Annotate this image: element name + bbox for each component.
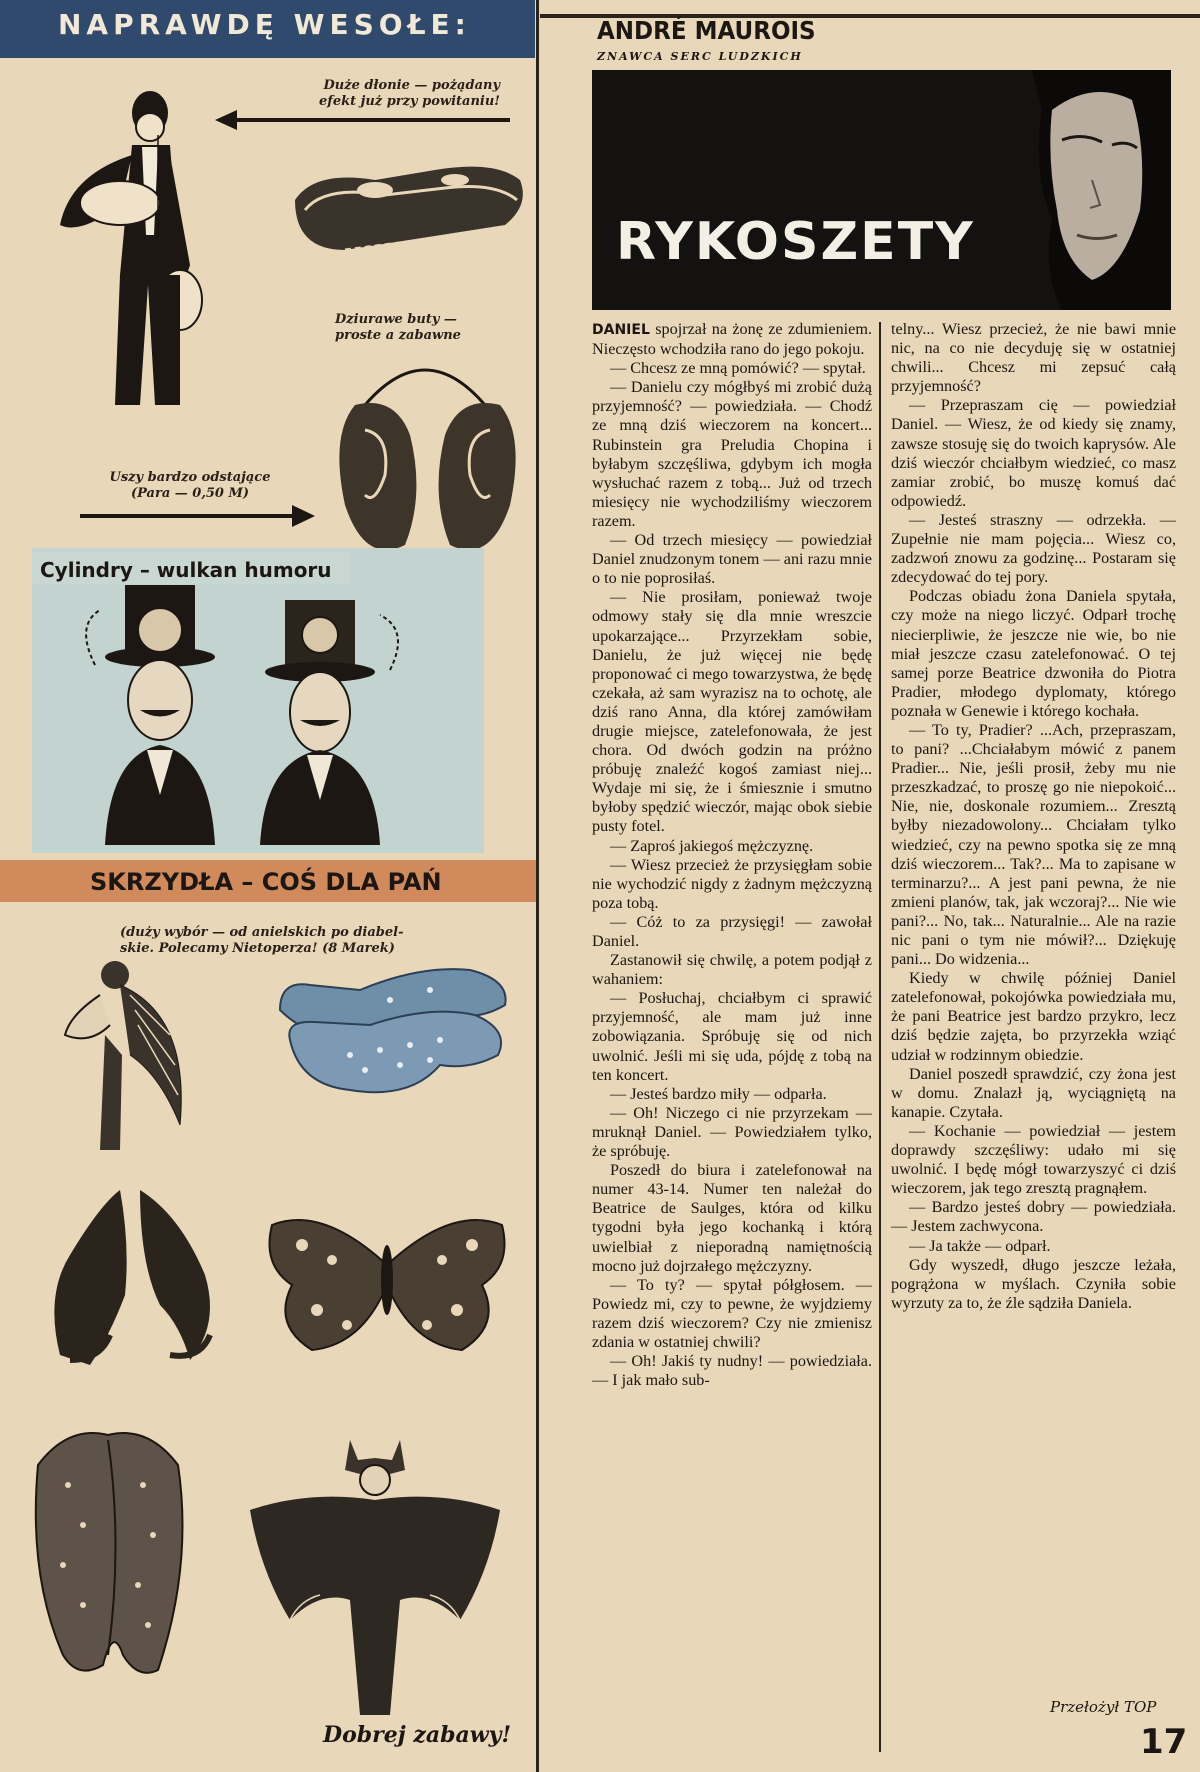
article-paragraph: — Posłuchaj, chciałbym ci sprawić przyjemność, ale mam już inne zobowiązania. Spróbuję się od nich uwolnić. Jeśli mi się uda, pójdę z tobą na ten koncert. bbox=[592, 989, 872, 1084]
article-paragraph: — Przepraszam cię — powiedział Daniel. — Wiesz, że od kiedy się znamy, zawsze stosuję się do twoich kaprysów. Ale dziś wieczór chciałbym wiedzieć, co masz zamiar zrobić, bo muszę komuś dać odpowiedź. bbox=[891, 396, 1176, 510]
star-cape-wings-illustration bbox=[28, 1425, 193, 1680]
wings-caption-line2: skie. Polecamy Nietoperza! (8 Marek) bbox=[120, 941, 395, 956]
arrow-right-icon bbox=[80, 505, 315, 527]
article-paragraph: Kiedy w chwilę później Daniel zatelefonował, pokojówka powiedziała mu, że pani Beatrice jest bardzo przykro, lecz dziś będzie zajęta, bo przyrzekła wziąć udział w rodzinnym obiedzie. bbox=[891, 969, 1176, 1064]
angel-wings-illustration bbox=[60, 955, 190, 1155]
ears-caption-line2: (Para — 0,50 M) bbox=[130, 486, 250, 501]
column-divider bbox=[536, 0, 539, 1772]
author-subtitle: ZNAWCA SERC LUDZKICH bbox=[597, 50, 803, 63]
author-name: ANDRÉ MAUROIS bbox=[597, 16, 816, 45]
article-opening-paragraph bbox=[592, 320, 872, 359]
article-paragraph: — To ty? — spytał półgłosem. — Powiedz mi, czy to pewne, że wyjdziemy razem dziś wieczorem? Czy nie zmienisz zdania w ostatniej chwili? bbox=[592, 1275, 872, 1351]
article-paragraph: — Kochanie — powiedział — jestem doprawdy szczęśliwy: udało mi się uwolnić. I będę mógł towarzyszyć ci dziś wieczorem, jak tego zresztą pragnąłem. bbox=[891, 1121, 1176, 1198]
article-paragraph: Poszedł do biura i zatelefonował na numer 43-14. Numer ten należał do Beatrice de Saulges, która od kilku tygodni była jego kochanką i którą uwielbiał z nieporadną namiętnością mocno już dojrzałego mężczyzny. bbox=[592, 1161, 872, 1275]
article-paragraph: telny... Wiesz przecież, że nie bawi mnie nic, na co nie decyduję się w ostatniej chwili... Chcesz mi zepsuć całą przyjemność? bbox=[891, 320, 1176, 396]
article-paragraph: Zastanowił się chwilę, a potem podjął z wahaniem: bbox=[592, 951, 872, 989]
article-paragraph: — Jesteś straszny — odrzekła. — Zupełnie nie mam pojęcia... Wiesz co, zadzwoń znowu za godzinę... Postaram się zdecydować do tej pory. bbox=[891, 510, 1176, 587]
article-paragraph: Gdy wyszedł, długo jeszcze leżała, pogrążona w myślach. Czyniła sobie wyrzuty za to, że źle sądziła Daniela. bbox=[891, 1255, 1176, 1312]
article-title: RYKOSZETY bbox=[616, 212, 975, 272]
lead-word: DANIEL bbox=[592, 322, 650, 338]
butterfly-wings-illustration bbox=[262, 1205, 512, 1355]
wings-caption-line1: (duży wybór — od anielskich po diabel- bbox=[120, 925, 404, 940]
top-hat-man-1-illustration bbox=[85, 585, 235, 845]
top-hat-man-2-illustration bbox=[240, 600, 400, 845]
article-paragraph: — Ja także — odparł. bbox=[909, 1236, 1051, 1255]
article-paragraph: — Od trzech miesięcy — powiedział Daniel znudzonym tonem — ani razu mnie o to nie poprosiłaś. bbox=[592, 531, 872, 588]
left-feature bbox=[0, 0, 535, 1772]
article-paragraph: — Zaproś jakiegoś mężczyznę. bbox=[610, 836, 814, 855]
article-paragraph: — Oh! Niczego ci nie przyrzekam — mruknął Daniel. — Powiedziałem tylko, że spróbuję. bbox=[592, 1103, 872, 1161]
arrow-left-icon bbox=[215, 110, 515, 130]
ears-caption-line1: Uszy bardzo odstające bbox=[109, 470, 271, 485]
article-paragraph: — Bardzo jesteś dobry — powiedziała. — Jestem zachwycona. bbox=[891, 1198, 1176, 1236]
article-column-1 bbox=[592, 320, 872, 1390]
title-banner bbox=[592, 70, 1171, 310]
sign-off: Dobrej zabawy! bbox=[323, 1722, 512, 1748]
hats-heading: Cylindry – wulkan humoru bbox=[32, 552, 350, 584]
article-paragraph: — To ty, Pradier? ...Ach, przepraszam, to pani? ...Chciałabym mówić z panem Pradier... Nie, jeśli prosił, żeby mu nie przeszkadzać, to proszę go nie niepokoić... Nie, nie, doskonale rozumiem... Zresztą byłby niezadowolony... Chciałam tylko wiedzieć, czy na pewno spotka się ze mną dziś wieczorem... Tak?... Ma to zapisane w terminarzu?... A jest pani pewna, że nie zmieni planów, tak, jak wczoraj?... Nie wie pani?... No, tak... Naturalnie... Ale na razie nic pani o tym nie mówił?... Dziękuję pani... Do widzenia... bbox=[891, 720, 1176, 969]
holey-shoes-illustration bbox=[285, 150, 530, 260]
opening-text: spojrzał na żonę ze zdumieniem. Nieczęsto wchodziła rano do jego pokoju. bbox=[592, 320, 872, 359]
hands-caption bbox=[300, 78, 500, 110]
article-paragraph: Podczas obiadu żona Daniela spytała, czy może na niego liczyć. Odparł trochę niecierpliwie, że jeszcze nie wie, bo nie miał jeszcze czasu zatelefonować. O tej samej porze Beatrice dzwoniła do Piotra Pradier, młodego dyplomaty, którego poznała w Genewie i którego kochała. bbox=[891, 587, 1176, 720]
wings-heading: SKRZYDŁA – COŚ DLA PAŃ bbox=[0, 860, 537, 902]
bat-costume-illustration bbox=[240, 1430, 510, 1715]
page-number: 17 bbox=[1140, 1722, 1188, 1762]
article-paragraph: Daniel poszedł sprawdzić, czy żona jest w domu. Znalazł ją, wyciągniętą na kanapie. Czytała. bbox=[891, 1064, 1176, 1121]
article-paragraph: — Wiesz przecież że przysięgłam sobie nie wychodzić nigdy z żadnym mężczyzną poza tobą. bbox=[592, 855, 872, 912]
article-paragraph: — Jesteś bardzo miły — odparła. bbox=[610, 1084, 827, 1103]
shoes-caption bbox=[335, 312, 505, 344]
feature-banner: NAPRAWDĘ WESOŁE: bbox=[0, 0, 535, 58]
ears-caption bbox=[90, 470, 290, 502]
article-paragraph: — Cóż to za przysięgi! — zawołał Daniel. bbox=[592, 912, 872, 950]
translator-credit: Przełożył TOP bbox=[1050, 1698, 1157, 1716]
article-column-2 bbox=[891, 320, 1176, 1313]
wings-caption bbox=[120, 925, 450, 957]
big-ears-illustration bbox=[335, 345, 520, 575]
column-rule bbox=[879, 322, 881, 1752]
devil-wings-illustration bbox=[40, 1185, 225, 1365]
article-paragraph: — Nie prosiłam, ponieważ twoje odmowy stały się dla mnie wreszcie upokarzające... Przyrzekłam sobie, Danielu, że już więcej nie będę proponować ci mego towarzystwa, że będę czekała, aż sam wyrazisz na to ochotę, ale dziś rano Anna, dla której zamówiłam drugie miejsce, zatelefonowała, że jest chora. Od dwóch godzin na próżno próbuję znaleźć kogoś zamiast niej... Wydaje mi się, że i śmiesznie i smutno byłoby spędzić wieczór, mając obok siebie pusty fotel. bbox=[592, 588, 872, 836]
article-paragraph: — Chcesz ze mną pomówić? — spytał. bbox=[610, 359, 866, 378]
lace-wings-illustration bbox=[270, 960, 515, 1105]
hands-caption-line2: efekt już przy powitaniu! bbox=[318, 94, 500, 109]
shoes-caption-line1: Dziurawe buty — bbox=[335, 312, 457, 327]
article-paragraph: — Danielu czy mógłbyś mi zrobić dużą przyjemność? — powiedziała. — Chodź ze mną dziś wieczorem na koncert... Rubinstein gra Preludia Chopina i byłabym szczęśliwa, gdybym ich mogła wysłuchać razem z tobą... Już od trzech miesięcy nie wychodziliśmy wieczorem razem. bbox=[592, 378, 872, 530]
shoes-caption-line2: proste a zabawne bbox=[335, 328, 461, 343]
hands-caption-line1: Duże dłonie — pożądany bbox=[323, 78, 500, 93]
article-paragraph: — Oh! Jakiś ty nudny! — powiedziała. — I jak mało sub- bbox=[592, 1352, 872, 1390]
woman-portrait-illustration bbox=[1022, 70, 1171, 310]
gentleman-illustration bbox=[40, 85, 210, 415]
